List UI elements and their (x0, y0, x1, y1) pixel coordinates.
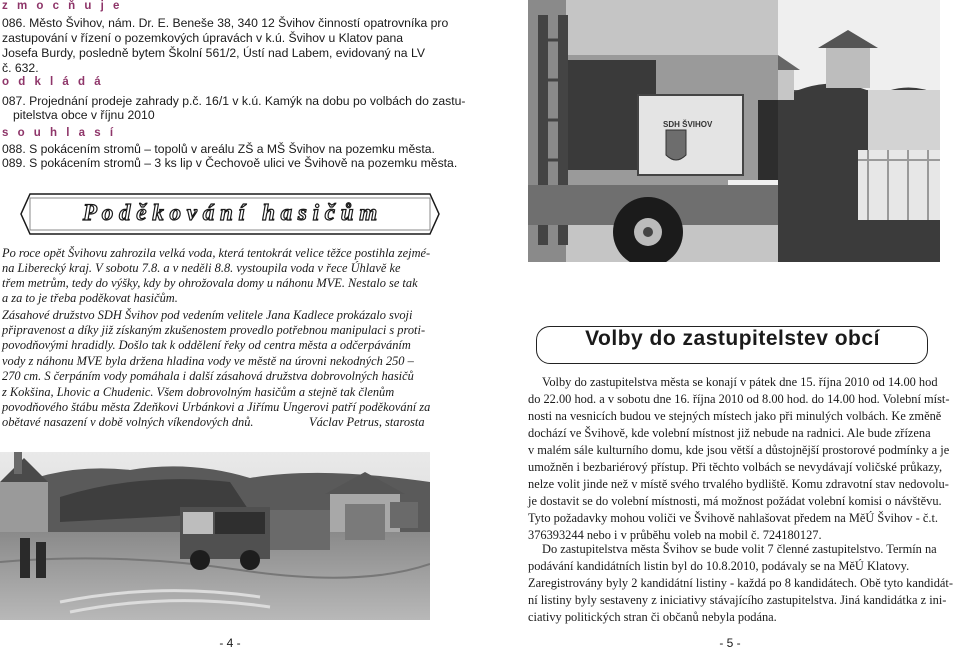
resolution-line: 086. Město Švihov, nám. Dr. E. Beneše 38, 340 12 Švihov činností opatrovníka pro (2, 16, 449, 30)
paragraph-line: podávání kandidátních listin byl do 10.8.2010, podávaly se na MěÚ Klatovy. (528, 559, 910, 573)
resolution-line: zastupování v řízení o pozemkových úpravách v k.ú. Švihov u Klatov pana (2, 31, 404, 45)
article-line: povodňového štábu města Zdeňkovi Urbánkovi a Jiřímu Ungerovi patří poděkování za (2, 400, 431, 414)
article-line: vody z náhonu MVE byla držena hladina vody ve městě na úrovni nekodných 250 – (2, 354, 414, 368)
section-header-zmocnuje: z m o c ň u j e (2, 0, 123, 12)
paragraph-line: umožněn i bezbariérový přístup. Při těchto volbách se nevydávají voličské průkazy, (528, 460, 943, 474)
paragraph-line: dochází ve Švihově, kde volební místnost již nebude na radnici. Ale bude zřízena (528, 426, 931, 440)
paragraph-line: Do zastupitelstva města Švihov se bude volit 7 členné zastupitelstvo. Termín na (542, 542, 937, 556)
truck-door-text: SDH ŠVIHOV (663, 120, 713, 129)
section-header-odklada: o d k l á d á (2, 76, 104, 88)
flood-photo-image (0, 452, 430, 620)
flood-photo (0, 452, 430, 620)
paragraph-line: Tyto požadavky mohou voliči ve Švihově nahlašovat předem na MěÚ Švihov - č.t. (528, 511, 939, 525)
page-number-left: - 4 - (219, 636, 241, 650)
right-page (480, 0, 960, 650)
article-line: povodňovými hradidly. Došlo tak k oddělení řeky od centra města a odčerpáváním (2, 338, 411, 352)
paragraph-line: Volby do zastupitelstva města se konají v pátek dne 15. října 2010 od 14.00 hod (542, 375, 938, 389)
paragraph-line: nelze volit jinde než v místě svého trvalého bydliště. Komu zdravotní stav nedovolu- (528, 477, 949, 491)
section-header-souhlasi: s o u h l a s í (2, 127, 117, 139)
fire-truck-photo (528, 0, 940, 262)
article-line: Zásahové družstvo SDH Švihov pod vedením velitele Jana Kadlece prokázalo svoji (2, 308, 413, 322)
article-line: na Liberecký kraj. V sobotu 7.8. a v neděli 8.8. vystoupila voda v řece Úhlavě ke (2, 261, 401, 275)
resolution-line: č. 632. (2, 61, 39, 75)
article-signature: Václav Petrus, starosta (309, 415, 425, 429)
banner (20, 193, 440, 235)
page-number-right: - 5 - (719, 636, 741, 650)
paragraph-line: ní listiny byly sestaveny z iniciativy stávajícího zastupitelstva. Jiná kandidátka z ini- (528, 593, 947, 607)
paragraph-line: je dostavit se do volební místnosti, má možnost požádat volební komisi o návštěvu. (528, 494, 942, 508)
article-line: 270 cm. S čerpáním vody pomáhala i další zásahová družstva dobrovolných hasičů (2, 369, 414, 383)
resolution-line: 087. Projednání prodeje zahrady p.č. 16/1 v k.ú. Kamýk na dobu po volbách do zastu- (2, 94, 466, 108)
article-line: obětavé nasazení v době volných víkendových dnů. (2, 415, 254, 429)
resolution-line: 088. S pokácením stromů – topolů v areálu ZŠ a MŠ Švihov na pozemku města. (2, 142, 435, 156)
paragraph-line: ciativy politických stran či občanů nebyla podána. (528, 610, 777, 624)
article-line: třem metrům, tedy do výšky, kdy by ohrožovala domy u náhonu MVE. Nestalo se tak (2, 276, 418, 290)
paragraph-line: 376393244 nebo i v průběhu voleb na mobil č. 724180127. (528, 528, 822, 542)
fire-truck-photo-image (528, 0, 940, 262)
article-line: z Kokšina, Lhovic a Chudenic. Všem dobrovolným hasičům a stejně tak členům (2, 385, 395, 399)
article-line: připravenost a díky již získaným zkušenostem provedlo potřebnou manipulaci s proti- (2, 323, 426, 337)
banner-title: P o d ě k o v á n í h a s i č ů m (82, 200, 378, 225)
volby-title: Volby do zastupitelstev obcí (585, 327, 880, 350)
resolution-line: pitelstva obce v říjnu 2010 (13, 108, 155, 122)
paragraph-line: v malém sále kulturního domu, kde jsou větší a důstojnější prostorové podmínky a je (528, 443, 950, 457)
paragraph-line: nosti na vesnicích budou ve stejných místech jako při minulých volbách. Ke změně (528, 409, 942, 423)
resolution-line: Josefa Burdy, posledně bytem Školní 561/2, Ústí nad Labem, evidovaný na LV (2, 46, 425, 60)
article-line: Po roce opět Švihovu zahrozila velká voda, která tentokrát velice těžce postihla zejmé- (2, 246, 431, 260)
article-line: a za to je třeba poděkovat hasičům. (2, 291, 178, 305)
resolution-line: 089. S pokácením stromů – 3 ks lip v Čechovoě ulici ve Švihově na pozemku města. (2, 156, 458, 170)
paragraph-line: do 22.00 hod. a v sobotu dne 16. října 2010 od 8.00 hod. do 14.00 hod. Volební míst- (528, 392, 950, 406)
paragraph-line: Zaregistrovány byly 2 kandidátní listiny - každá po 8 kandidátech. Obě tyto kandidát- (528, 576, 953, 590)
